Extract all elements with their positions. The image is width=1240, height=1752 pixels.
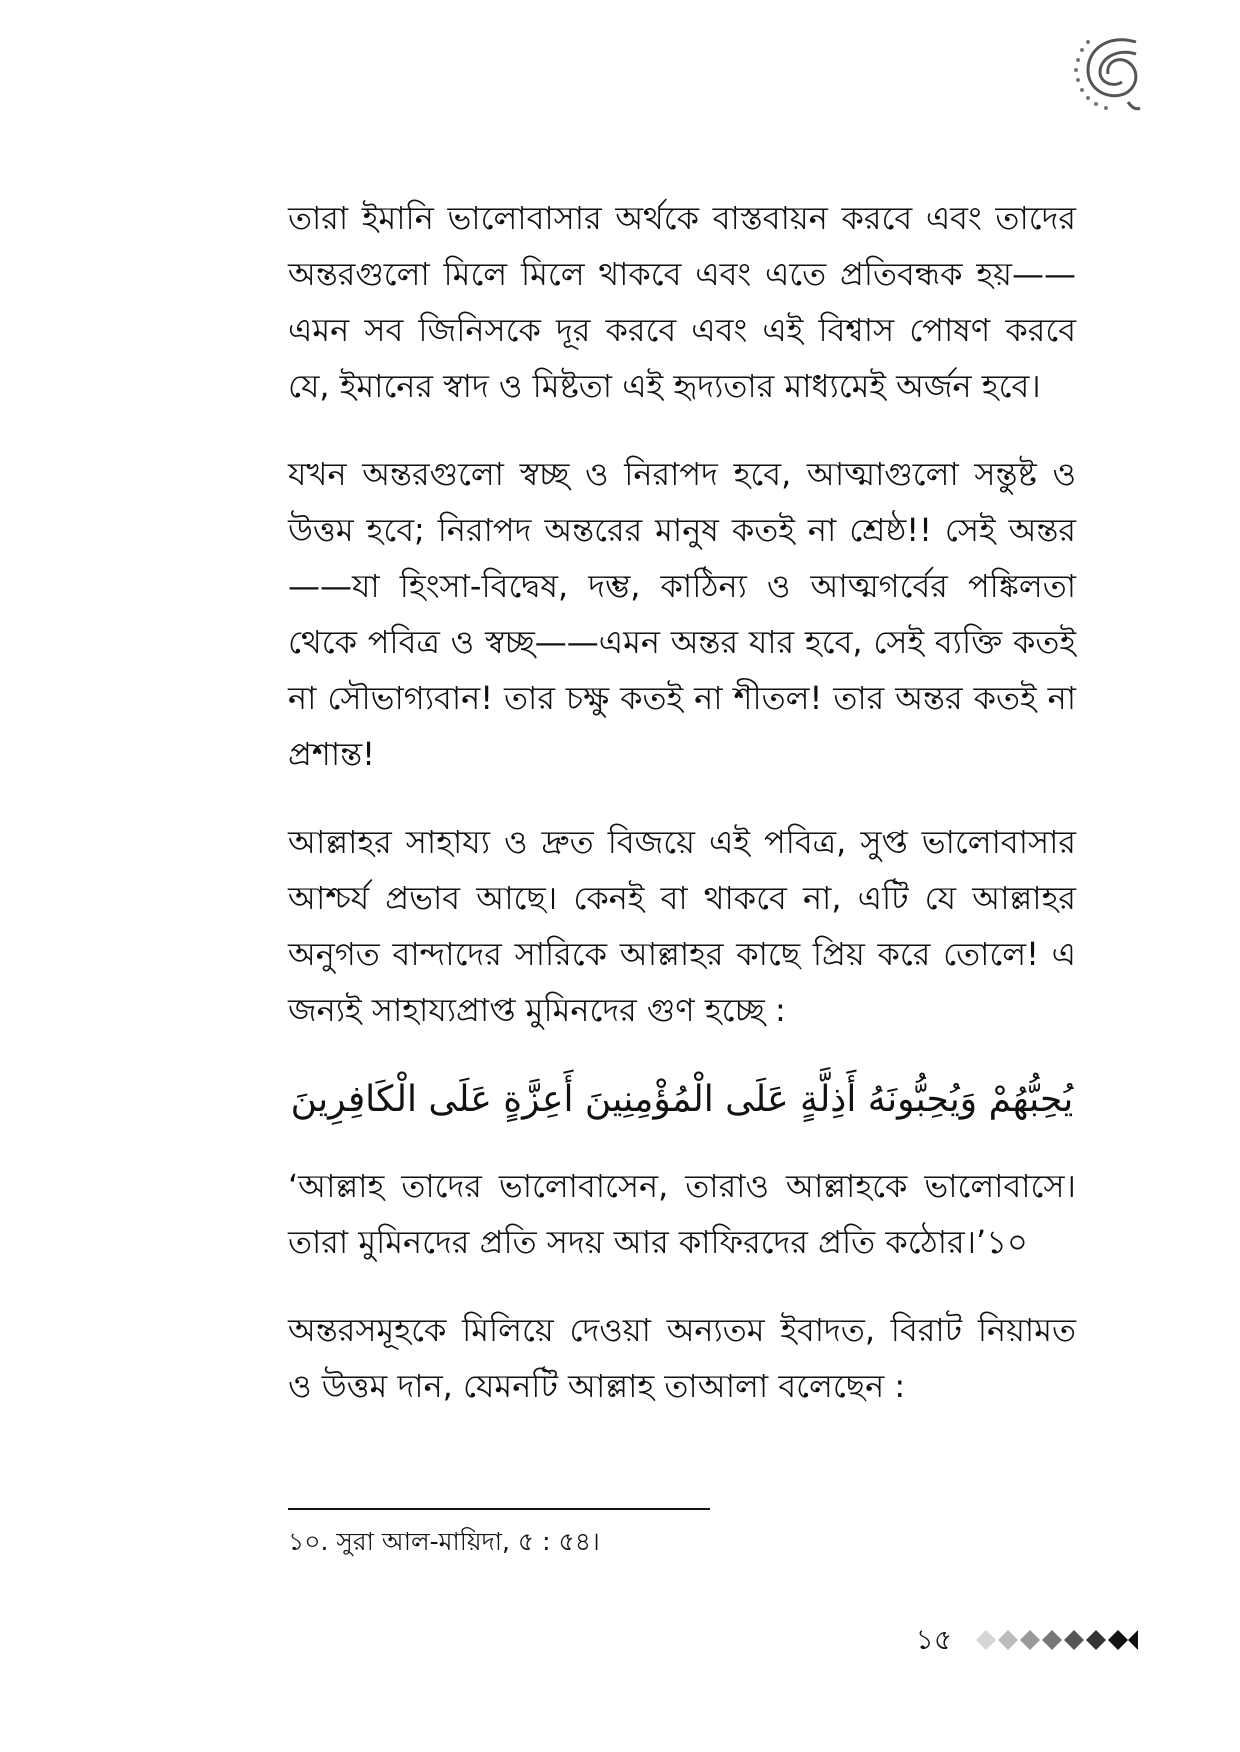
- page-number: ১৫: [915, 1623, 952, 1656]
- closing-paragraph: অন্তরসমূহকে মিলিয়ে দেওয়া অন্যতম ইবাদত, বিরাট নিয়ামত ও উত্তম দান, যেমনটি আল্লাহ তাআলা বলেছেন :: [288, 1311, 1076, 1405]
- diamond-row-icon: [966, 1626, 1138, 1654]
- arabic-verse: يُحِبُّهُمْ وَيُحِبُّونَهُ أَذِلَّةٍ عَلَى الْمُؤْمِنِينَ أَعِزَّةٍ عَلَى الْكَافِرِينَ: [290, 1079, 1074, 1120]
- verse-translation: ‘আল্লাহ তাদের ভালোবাসেন, তারাও আল্লাহকে ভালোবাসে। তারা মুমিনদের প্রতি সদয় আর কাফিরদের প্রতি কঠোর।’১০: [288, 1167, 1076, 1261]
- paragraph-2: যখন অন্তরগুলো স্বচ্ছ ও নিরাপদ হবে, আত্মাগুলো সন্তুষ্ট ও উত্তম হবে; নিরাপদ অন্তরের মানুষ কতই না শ্রেষ্ঠ!! সেই অন্তর——যা হিংসা-বিদ্বেষ, দম্ভ, কাঠিন্য ও আত্মগর্বের পঙ্কিলতা থেকে পবিত্র ও স্বচ্ছ——এমন অন্তর যার হবে, সেই ব্যক্তি কতই না সৌভাগ্যবান! তার চক্ষু কতই না শীতল! তার অন্তর কতই না প্রশান্ত!: [288, 455, 1076, 773]
- spiral-ornament-icon: [1070, 20, 1142, 116]
- paragraph-3: আল্লাহর সাহায্য ও দ্রুত বিজয়ে এই পবিত্র, সুপ্ত ভালোবাসার আশ্চর্য প্রভাব আছে। কেনই বা থাকবে না, এটি যে আল্লাহর অনুগত বান্দাদের সারিকে আল্লাহর কাছে প্রিয় করে তোলে! এ জন্যই সাহায্যপ্রাপ্ত মুমিনদের গুণ হচ্ছে :: [288, 823, 1076, 1029]
- footnote: ১০. সুরা আল-মায়িদা, ৫ : ৫৪।: [288, 1527, 600, 1556]
- footnote-divider: [288, 1508, 710, 1510]
- main-text: [288, 190, 1076, 1446]
- paragraph-1: তারা ইমানি ভালোবাসার অর্থকে বাস্তবায়ন করবে এবং তাদের অন্তরগুলো মিলে মিলে থাকবে এবং এতে প্রতিবন্ধক হয়——এমন সব জিনিসকে দূর করবে এবং এই বিশ্বাস পোষণ করবে যে, ইমানের স্বাদ ও মিষ্টতা এই হৃদ্যতার মাধ্যমেই অর্জন হবে।: [288, 199, 1076, 405]
